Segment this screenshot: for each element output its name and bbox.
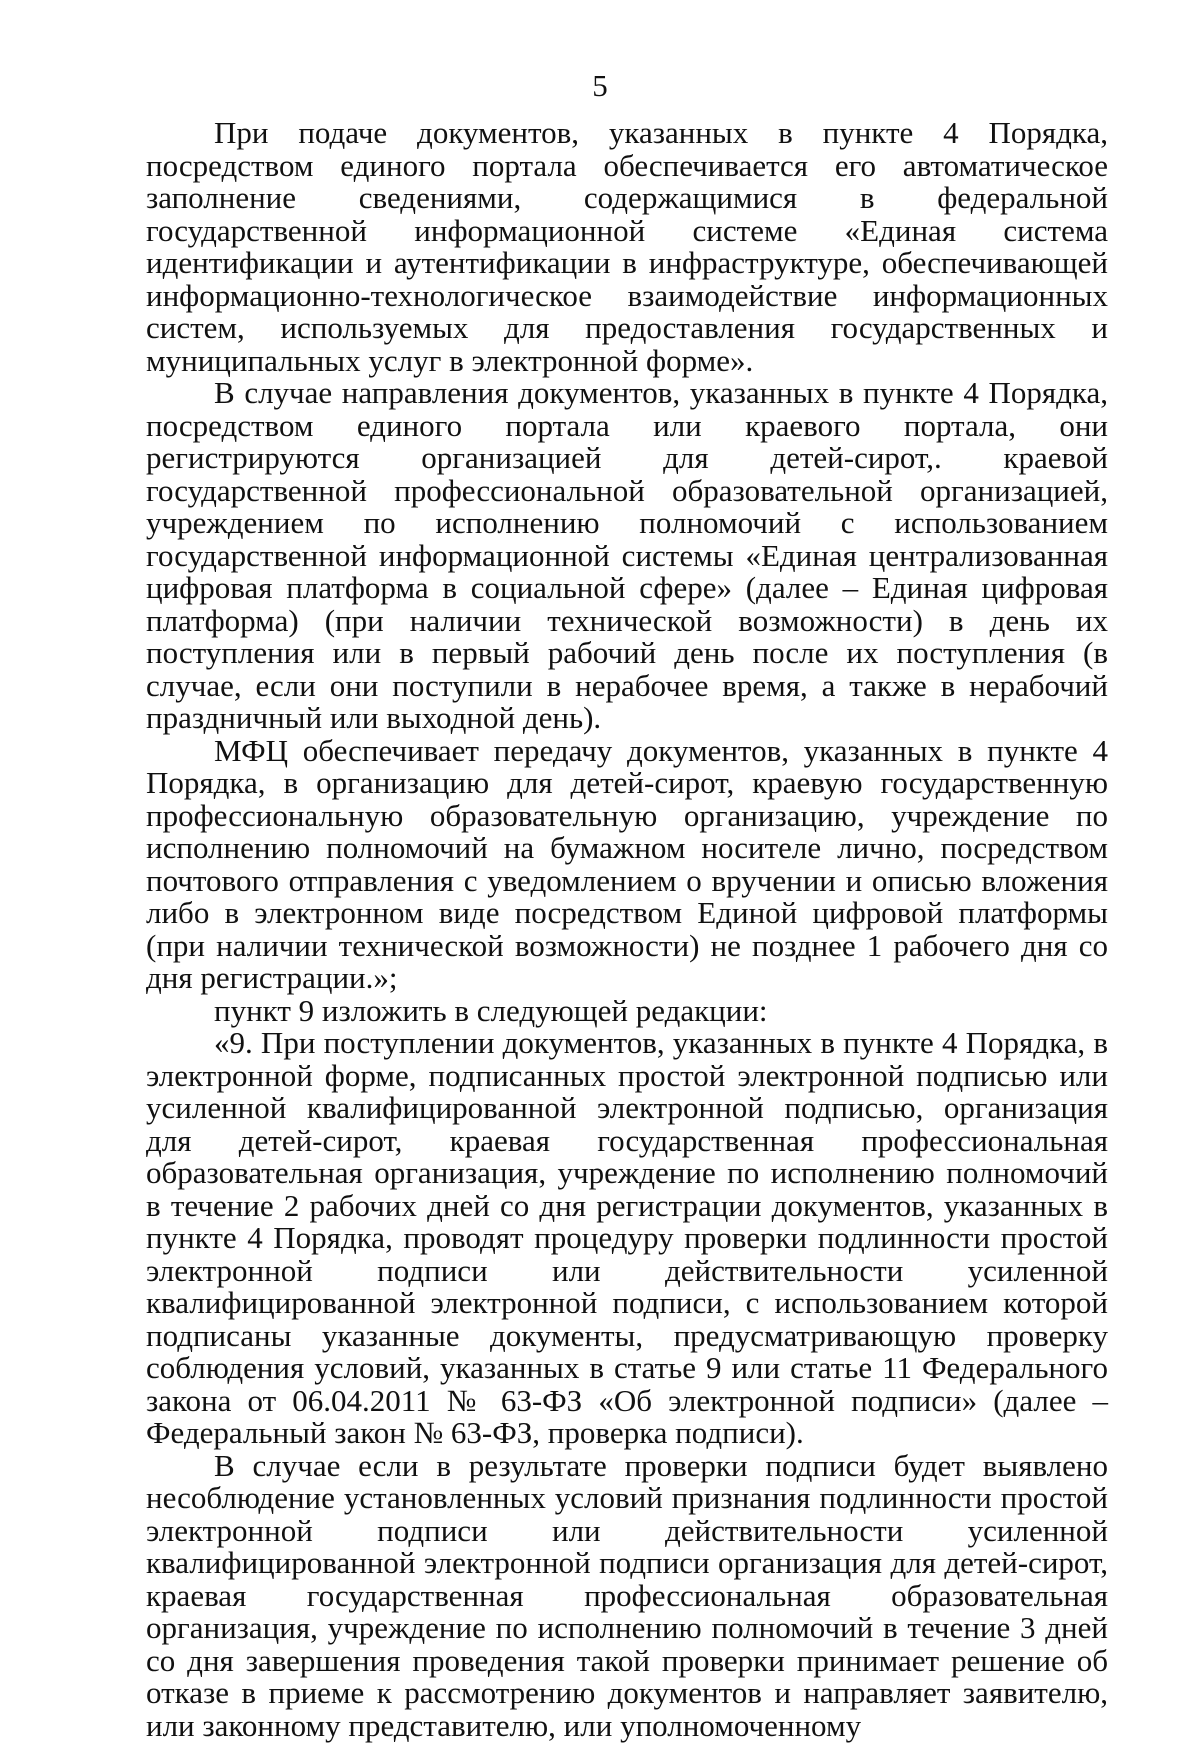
paragraph-portal-autofill: При подаче документов, указанных в пункте 4 Порядка, посредством единого портала обеспечивается его автоматическое заполнение сведениями, содержащимися в федеральной государственной информационной системе «Единая система идентификации и аутентификации в инфраструктуре, обеспечивающей информационно-технологическое взаимодействие информационных систем, используемых для предоставления государственных и муниципальных услуг в электронной форме». — [146, 115, 1108, 378]
document-body — [146, 117, 1108, 1742]
paragraph-item-9: «9. При поступлении документов, указанных в пункте 4 Порядка, в электронной форме, подписанных простой электронной подписью или усиленной квалифицированной электронной подписью, организация для детей-сирот, краевая государственная профессиональная образовательная организация, учреждение по исполнению полномочий в течение 2 рабочих дней со дня регистрации документов, указанных в пункте 4 Порядка, проводят процедуру проверки подлинности простой электронной подписи или действительности усиленной квалифицированной электронной подписи, с использованием которой подписаны указанные документы, предусматривающую проверку соблюдения условий, указанных в статье 9 или статье 11 Федерального закона от 06.04.2011 № 63-ФЗ «Об электронной подписи» (далее – Федеральный закон № 63-ФЗ, проверка подписи). — [146, 1025, 1108, 1450]
paragraph-mfc-transfer: МФЦ обеспечивает передачу документов, указанных в пункте 4 Порядка, в организацию для детей-сирот, краевую государственную профессиональную образовательную организацию, учреждение по исполнению полномочий на бумажном носителе лично, посредством почтового отправления с уведомлением о вручении и описью вложения либо в электронном виде посредством Единой цифровой платформы (при наличии технической возможности) не позднее 1 рабочего дня со дня регистрации.»; — [146, 732, 1108, 995]
paragraph-signature-check-failure: В случае если в результате проверки подписи будет выявлено несоблюдение установленных условий признания подлинности простой электронной подписи или действительности усиленной квалифицированной электронной подписи организация для детей-сирот, краевая государственная профессиональная образовательная организация, учреждение по исполнению полномочий в течение 3 дней со дня завершения проведения такой проверки принимает решение об отказе в приеме к рассмотрению документов и направляет заявителю, или законному представителю, или уполномоченному — [146, 1447, 1108, 1743]
paragraph-registration: В случае направления документов, указанных в пункте 4 Порядка, посредством единого портала или краевого портала, они регистрируются организацией для детей-сирот,. краевой государственной профессиональной образовательной организацией, учреждением по исполнению полномочий с использованием государственной информационной системы «Единая централизованная цифровая платформа в социальной сфере» (далее – Единая цифровая платформа) (при наличии технической возможности) в день их поступления или в первый рабочий день после их поступления (в случае, если они поступили в нерабочее время, а также в нерабочий праздничный или выходной день). — [146, 375, 1108, 735]
page-number: 5 — [592, 68, 608, 103]
paragraph-item-9-intro: пункт 9 изложить в следующей редакции: — [214, 992, 768, 1028]
